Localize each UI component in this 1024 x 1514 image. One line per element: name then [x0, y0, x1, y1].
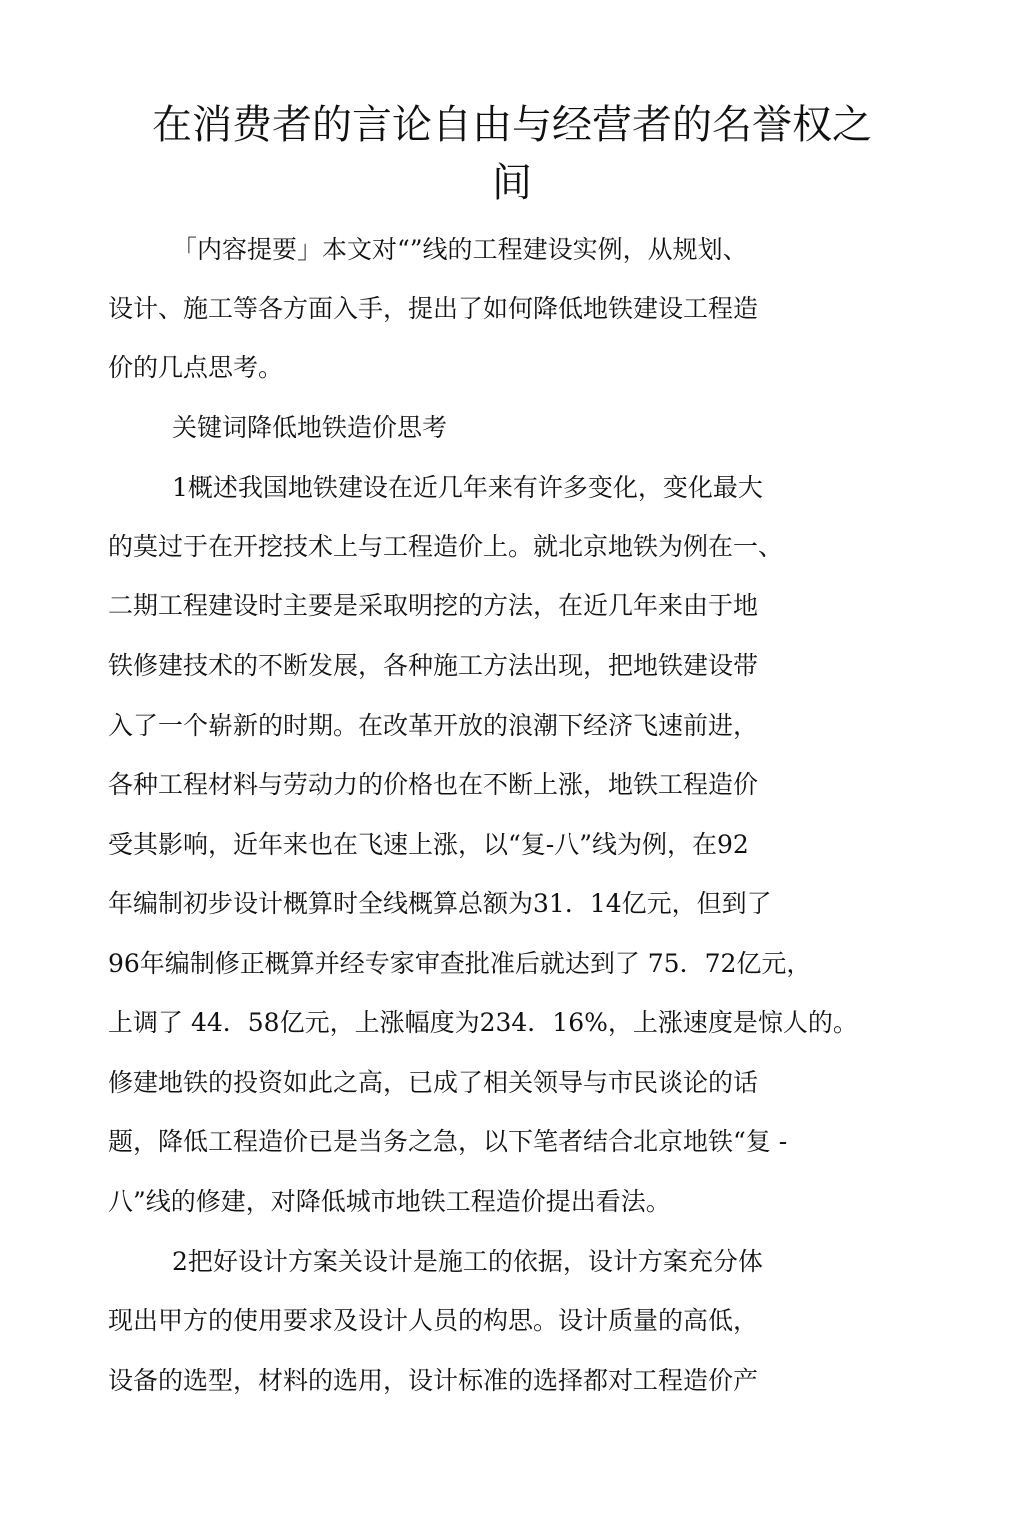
abstract-line-2: 设计、施工等各方面入手，提出了如何降低地铁建设工程造 [108, 294, 759, 323]
section2-line-1: 2把好设计方案关设计是施工的依据，设计方案充分体 [172, 1247, 763, 1276]
document-title-line-2: 间 [492, 160, 532, 206]
section2-line-3: 设备的选型，材料的选用，设计标准的选择都对工程造价产 [108, 1366, 759, 1395]
section2-line-2: 现出甲方的使用要求及设计人员的构思。设计质量的高低， [108, 1306, 759, 1335]
section1-line-2: 的莫过于在开挖技术上与工程造价上。就北京地铁为例在一、 [108, 532, 784, 561]
abstract-line-1: 「内容提要」本文对“”线的工程建设实例，从规划、 [172, 235, 748, 264]
section1-line-5: 入了一个崭新的时期。在改革开放的浪潮下经济飞速前进， [108, 711, 759, 740]
keywords-line: 关键词降低地铁造价思考 [172, 413, 448, 442]
section1-line-9: 96年编制修正概算并经专家审查批准后就达到了 75．72亿元， [108, 949, 812, 978]
section1-line-10: 上调了 44．58亿元，上涨幅度为234．16%，上涨速度是惊人的。 [108, 1008, 858, 1037]
document-title-line-1: 在消费者的言论自由与经营者的名誉权之 [152, 102, 872, 148]
section1-line-1: 1概述我国地铁建设在近几年来有许多变化，变化最大 [172, 473, 763, 502]
section1-line-11: 修建地铁的投资如此之高，已成了相关领导与市民谈论的话 [108, 1068, 759, 1097]
section1-line-4: 铁修建技术的不断发展，各种施工方法出现，把地铁建设带 [108, 651, 759, 680]
abstract-line-3: 价的几点思考。 [108, 353, 284, 382]
section1-line-13: 八”线的修建，对降低城市地铁工程造价提出看法。 [108, 1187, 671, 1216]
section1-line-7: 受其影响，近年来也在飞速上涨，以“复-八”线为例，在92 [108, 830, 749, 859]
section1-line-3: 二期工程建设时主要是采取明挖的方法，在近几年来由于地 [108, 591, 759, 620]
section1-line-6: 各种工程材料与劳动力的价格也在不断上涨，地铁工程造价 [108, 770, 759, 799]
section1-line-12: 题，降低工程造价已是当务之急，以下笔者结合北京地铁“复 - [108, 1127, 788, 1156]
section1-line-8: 年编制初步设计概算时全线概算总额为31．14亿元，但到了 [108, 889, 772, 918]
